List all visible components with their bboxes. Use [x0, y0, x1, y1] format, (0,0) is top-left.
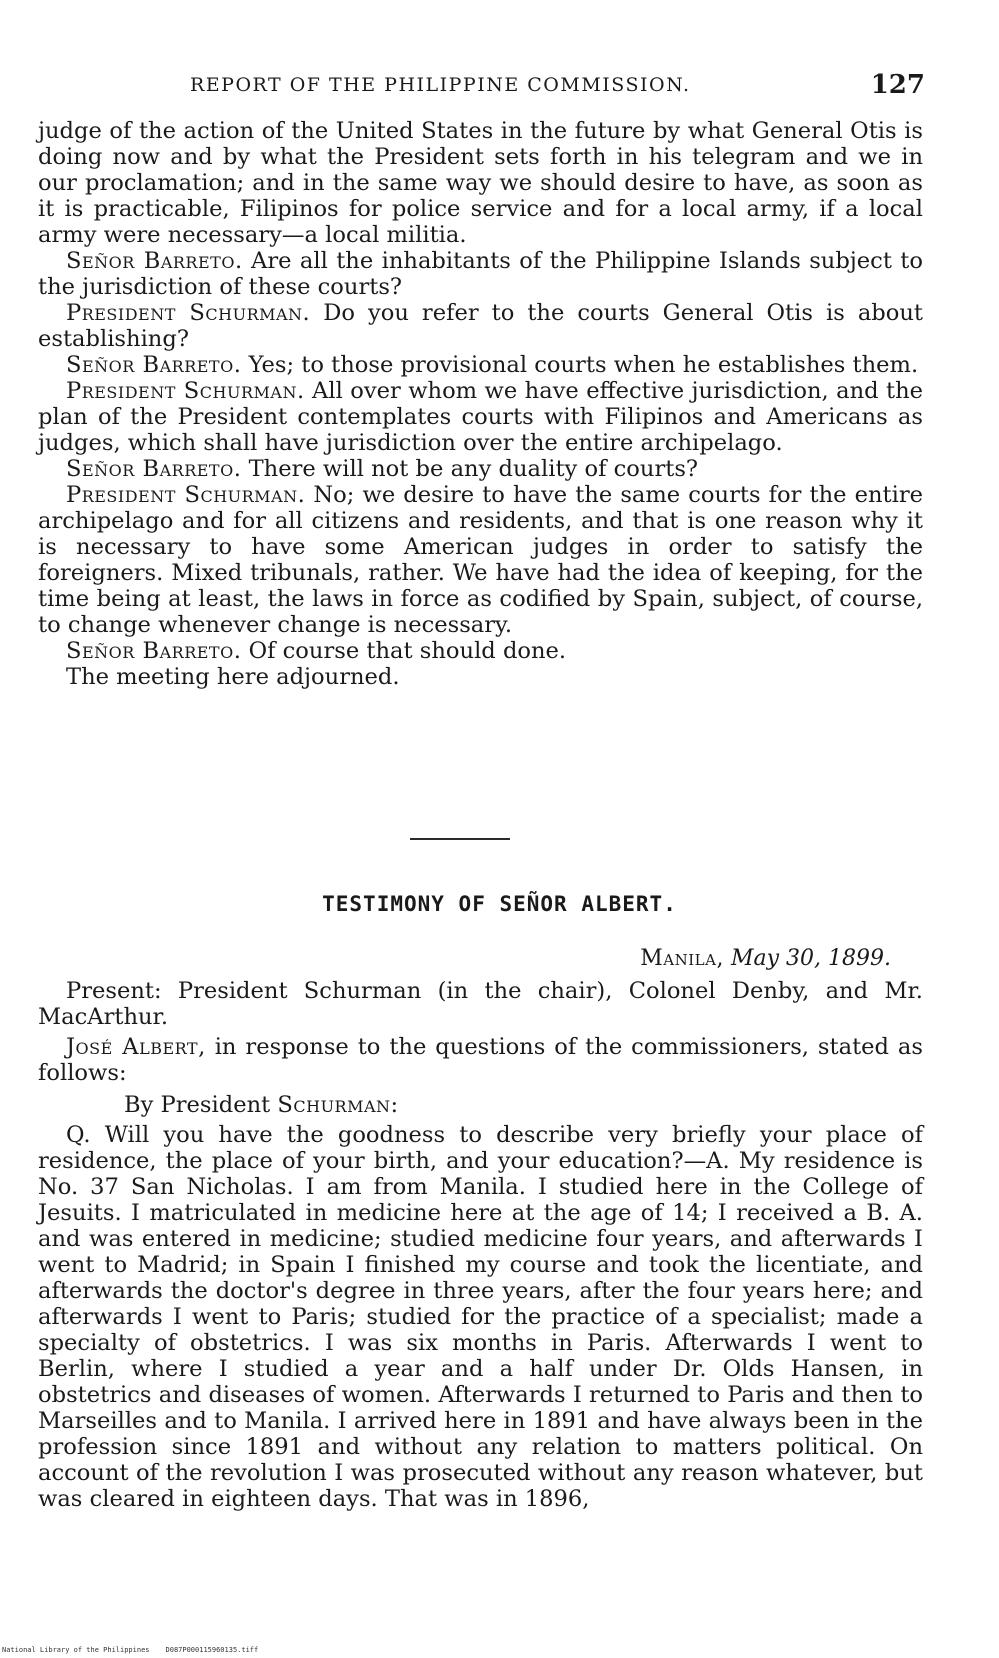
scan-footer	[2, 1646, 258, 1654]
paragraph	[38, 300, 923, 352]
paragraph	[38, 482, 923, 638]
speaker-name: Señor Barreto.	[66, 248, 243, 274]
speaker-name: President Schurman.	[66, 378, 305, 404]
body-text-top	[38, 118, 923, 690]
dateline-date: May 30, 1899.	[730, 946, 891, 971]
footer-file: D087P000115960135.tiff	[165, 1646, 259, 1654]
examiner-name: Schurman:	[277, 1092, 399, 1118]
examiner-line	[38, 1092, 923, 1118]
running-title: REPORT OF THE PHILIPPINE COMMISSION.	[190, 74, 691, 96]
dateline-place: Manila,	[640, 946, 724, 971]
paragraph	[38, 638, 923, 664]
paragraph	[38, 378, 923, 456]
paragraph-text: judge of the action of the United States in the future by what General Otis is doing now and by what the President sets forth in his telegram and we in our proclamation; and in the same way we should desire to have, as soon as it is practicable, Filipinos for police service and for a local army, if a local army were necessary—a local militia.	[38, 118, 923, 248]
paragraph-text: Of course that should done.	[241, 638, 567, 664]
section-divider	[410, 838, 510, 840]
running-head	[40, 70, 925, 106]
dateline	[640, 946, 891, 971]
witness-name: José Albert,	[66, 1034, 206, 1060]
speaker-name: Señor Barreto.	[66, 638, 242, 664]
paragraph	[38, 664, 923, 690]
page-number: 127	[870, 70, 925, 100]
paragraph	[38, 456, 923, 482]
section-heading: TESTIMONY OF SEÑOR ALBERT.	[322, 892, 677, 916]
intro-paragraph	[38, 1034, 923, 1086]
body-text-testimony	[38, 978, 923, 1512]
speaker-name: President Schurman.	[66, 482, 306, 508]
paragraph	[38, 248, 923, 300]
examiner-label: By President	[124, 1092, 278, 1118]
paragraph	[38, 118, 923, 248]
speaker-name: Señor Barreto.	[66, 352, 242, 378]
paragraph-text: The meeting here adjourned.	[66, 664, 400, 690]
paragraph-text: in response to the questions of the commissioners, stated as follows:	[38, 1034, 923, 1086]
paragraph-text: Do you refer to the courts General Otis is about establishing?	[38, 300, 923, 352]
paragraph-text: All over whom we have effective jurisdiction, and the plan of the President contemplates courts with Filipinos and Americans as judges, which shall have jurisdiction over the entire archipelago.	[38, 378, 924, 456]
present-paragraph: Present: President Schurman (in the chair), Colonel Denby, and Mr. MacArthur.	[38, 978, 923, 1030]
footer-library: National Library of the Philippines	[2, 1646, 150, 1654]
paragraph-text: There will not be any duality of courts?	[241, 456, 699, 482]
paragraph-text: Yes; to those provisional courts when he establishes them.	[241, 352, 919, 378]
paragraph-text: No; we desire to have the same courts for the entire archipelago and for all citizens and residents, and that is one reason why it is necessary to have some American judges in order to satisfy the foreigners. Mixed tribunals, rather. We have had the idea of keeping, for the time being at least, the laws in force as codified by Spain, subject, of course, to change whenever change is necessary.	[38, 482, 923, 638]
speaker-name: Señor Barreto.	[66, 456, 242, 482]
paragraph	[38, 352, 923, 378]
testimony-paragraph: Q. Will you have the goodness to describe very briefly your place of residence, the place of your birth, and your education?—A. My residence is No. 37 San Nicholas. I am from Manila. I studied here in the College of Jesuits. I matriculated in medicine here at the age of 14; I received a B. A. and was entered in medicine; studied medicine four years, and afterwards I went to Madrid; in Spain I finished my course and took the licentiate, and afterwards the doctor's degree in three years, after the four years here; and afterwards I went to Paris; studied for the practice of a specialist; made a specialty of obstetrics. I was six months in Paris. Afterwards I went to Berlin, where I studied a year and a half under Dr. Olds Hansen, in obstetrics and diseases of women. Afterwards I returned to Paris and then to Marseilles and to Manila. I arrived here in 1891 and have always been in the profession since 1891 and without any relation to matters political. On account of the revolution I was prosecuted without any reason whatever, but was cleared in eighteen days. That was in 1896,	[38, 1122, 923, 1512]
paragraph-text: Are all the inhabitants of the Philippine Islands subject to the jurisdiction of these courts?	[38, 248, 923, 300]
speaker-name: President Schurman.	[66, 300, 311, 326]
